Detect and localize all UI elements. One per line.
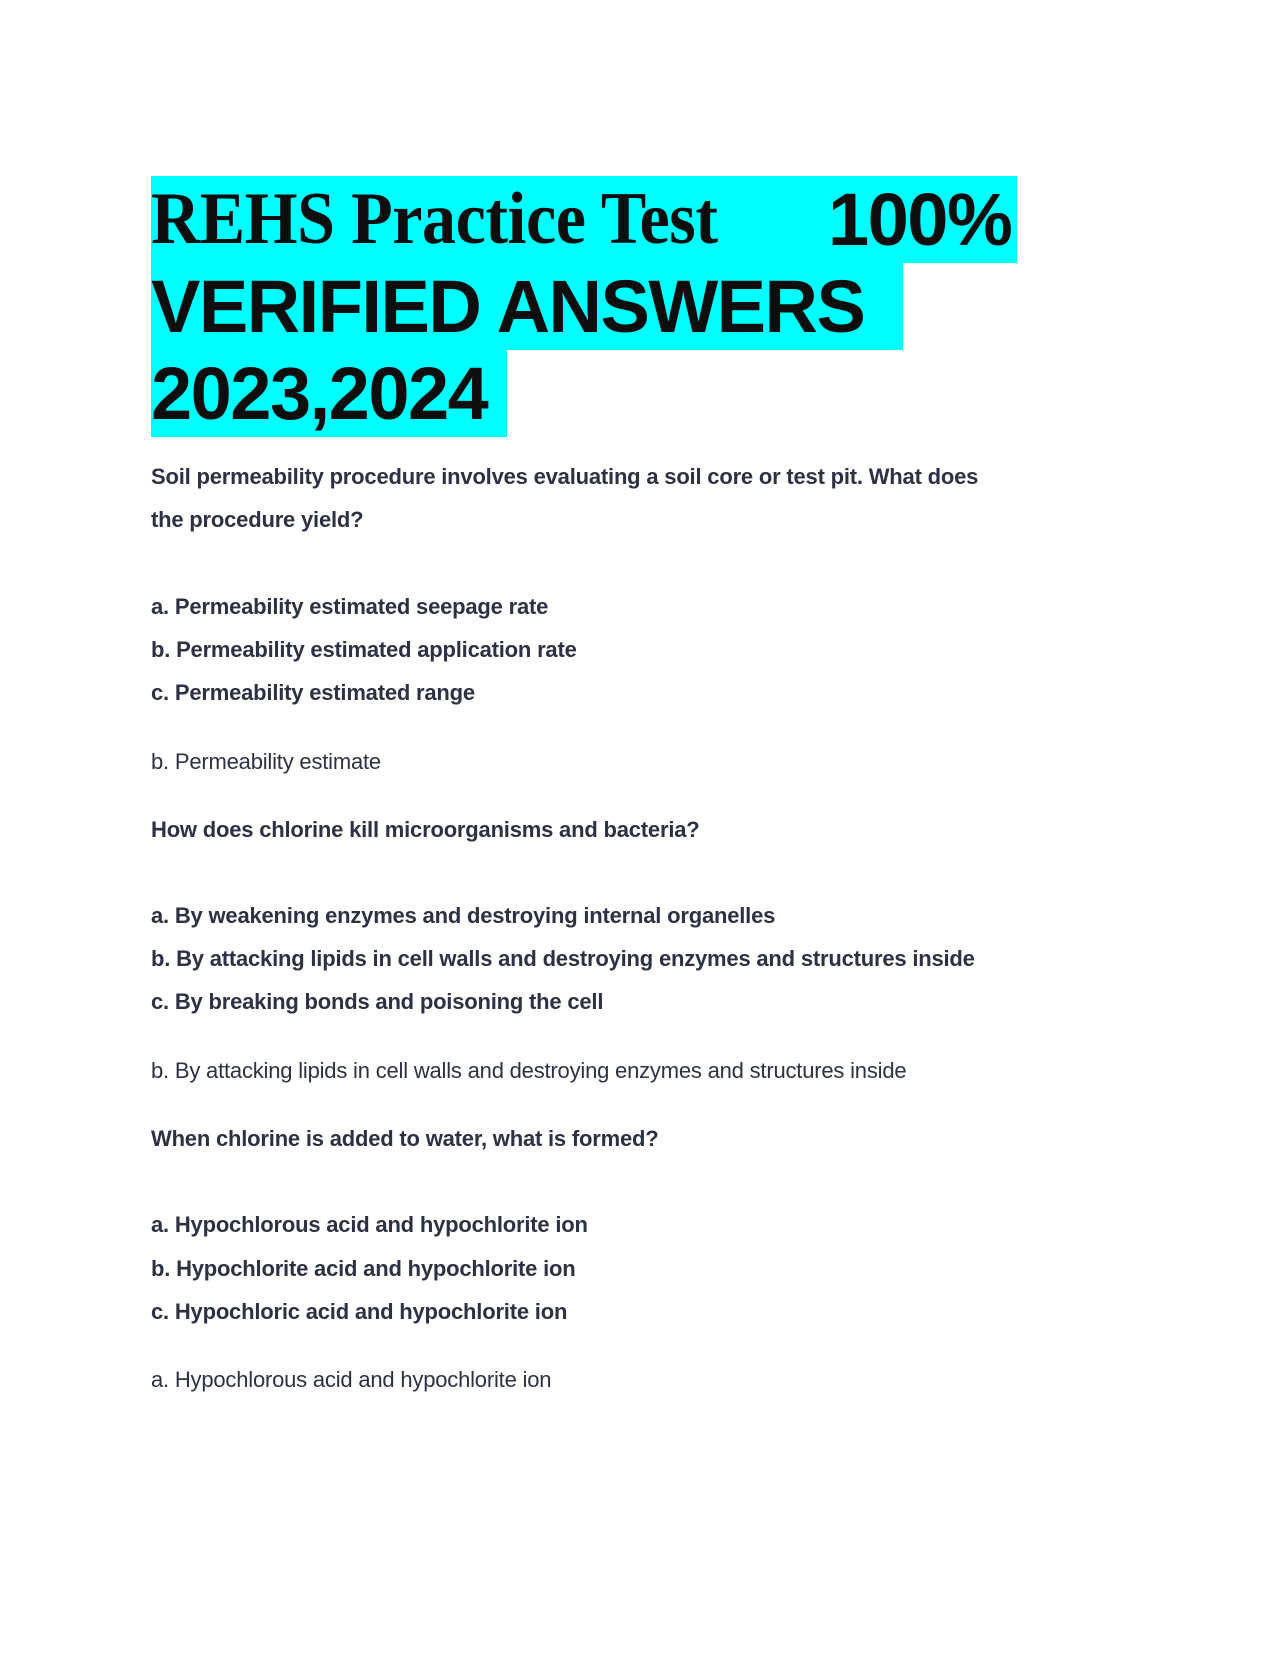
title-line-1-sans (828, 176, 1017, 263)
question-2-text: How does chlorine kill microorganisms and bacteria? (151, 817, 700, 842)
question-3-option-c: c. Hypochloric acid and hypochlorite ion (151, 1299, 568, 1324)
question-2-option-b: b. By attacking lipids in cell walls and destroying enzymes and structures inside (151, 946, 975, 971)
title-years-text: 2023,2024 (151, 352, 488, 435)
question-2-option-c: c. By breaking bonds and poisoning the cell (151, 989, 604, 1014)
question-3-option-b: b. Hypochlorite acid and hypochlorite ion (151, 1256, 576, 1281)
title-line-3 (151, 350, 507, 437)
question-1-option-b: b. Permeability estimated application rate (151, 637, 577, 662)
question-1-text-cont: the procedure yield? (151, 507, 364, 532)
title-line-2 (151, 263, 903, 350)
question-1-option-c: c. Permeability estimated range (151, 680, 475, 705)
question-1-answer: b. Permeability estimate (151, 749, 381, 774)
question-2-answer: b. By attacking lipids in cell walls and destroying enzymes and structures inside (151, 1058, 907, 1083)
question-2-option-a: a. By weakening enzymes and destroying internal organelles (151, 903, 776, 928)
question-1-text: Soil permeability procedure involves evaluating a soil core or test pit. What does (151, 464, 979, 489)
title-serif-text: REHS Practice Test (151, 178, 718, 260)
question-3-text: When chlorine is added to water, what is formed? (151, 1126, 659, 1151)
question-3-option-a: a. Hypochlorous acid and hypochlorite ion (151, 1212, 588, 1237)
question-1-option-a: a. Permeability estimated seepage rate (151, 594, 549, 619)
title-verified-text: VERIFIED ANSWERS (151, 265, 865, 348)
title-percent-text: 100% (828, 178, 1012, 261)
question-3-answer: a. Hypochlorous acid and hypochlorite ion (151, 1367, 552, 1392)
